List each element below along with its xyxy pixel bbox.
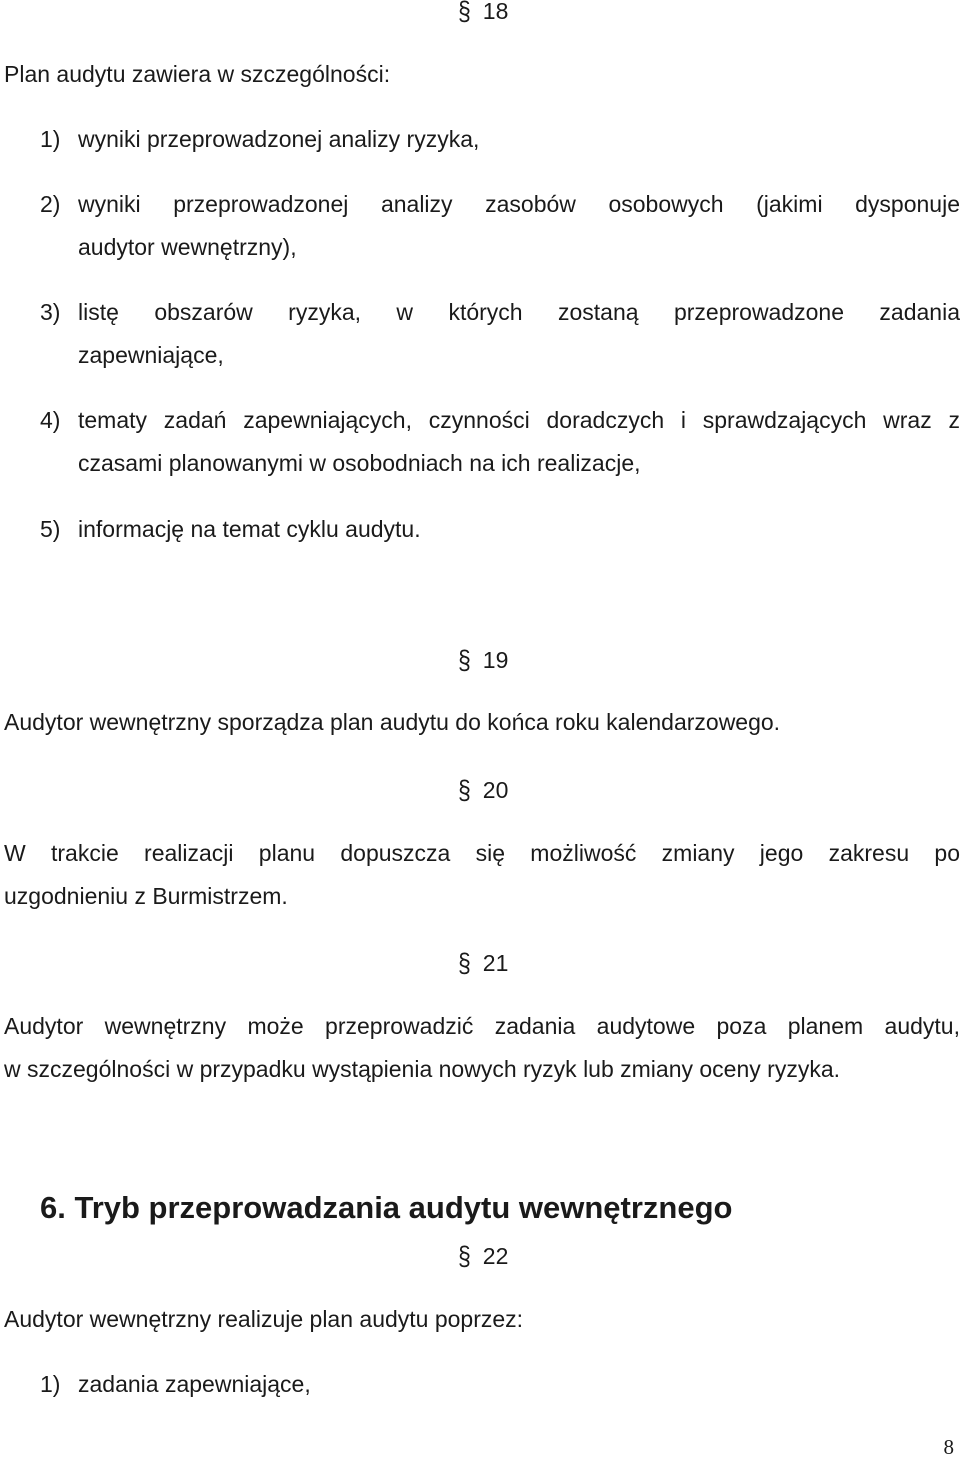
list-item-text: wyniki przeprowadzonej analizy ryzyka,	[78, 126, 480, 152]
section-20-marker	[458, 775, 508, 805]
section-18-marker	[458, 0, 508, 26]
section-21-paragraph	[4, 1005, 960, 1091]
section-19-marker	[458, 645, 508, 675]
list-item-number: 5)	[40, 516, 61, 542]
paragraph-line: w szczególności w przypadku wystąpienia nowych ryzyk lub zmiany oceny ryzyka.	[4, 1056, 840, 1082]
list-item-text: audytor wewnętrzny),	[78, 234, 297, 260]
section-number: 21	[482, 950, 509, 976]
paragraph-line: W trakcie realizacji planu dopuszcza się możliwość zmiany jego zakresu po	[4, 840, 960, 866]
paragraph-line: uzgodnieniu z Burmistrzem.	[4, 883, 288, 909]
list-item-text: zadania zapewniające,	[78, 1371, 311, 1397]
section-number: 18	[482, 0, 509, 24]
chapter-heading: 6. Tryb przeprowadzania audytu wewnętrznego	[40, 1190, 733, 1225]
section-21-marker	[458, 948, 508, 978]
section-20-paragraph	[4, 832, 960, 918]
section-number: 22	[482, 1243, 509, 1269]
section-symbol: §	[458, 1241, 471, 1271]
section-number: 19	[482, 647, 509, 673]
section-22-marker	[458, 1241, 508, 1271]
list-item-text: listę obszarów ryzyka, w których zostaną przeprowadzone zadania	[78, 299, 960, 325]
section-symbol: §	[458, 948, 471, 978]
page-number: 8	[943, 1435, 954, 1459]
section-19-text: Audytor wewnętrzny sporządza plan audytu do końca roku kalendarzowego.	[4, 709, 781, 735]
list-item-number: 3)	[40, 299, 61, 325]
list-item-text: wyniki przeprowadzonej analizy zasobów osobowych (jakimi dysponuje	[78, 191, 960, 217]
list-item-number: 2)	[40, 191, 61, 217]
section-22-intro: Audytor wewnętrzny realizuje plan audytu poprzez:	[4, 1306, 524, 1332]
list-item-number: 1)	[40, 126, 61, 152]
section-number: 20	[482, 777, 509, 803]
section-symbol: §	[458, 775, 471, 805]
list-item-text: czasami planowanymi w osobodniach na ich realizacje,	[78, 450, 641, 476]
paragraph-line: Audytor wewnętrzny może przeprowadzić zadania audytowe poza planem audytu,	[4, 1013, 960, 1039]
list-item-text: informację na temat cyklu audytu.	[78, 516, 421, 542]
section-symbol: §	[458, 645, 471, 675]
list-item-text: zapewniające,	[78, 342, 224, 368]
list-item-text: tematy zadań zapewniających, czynności doradczych i sprawdzających wraz z	[78, 407, 960, 433]
list-item-number: 4)	[40, 407, 61, 433]
list-item-number: 1)	[40, 1371, 61, 1397]
section-18-intro: Plan audytu zawiera w szczególności:	[4, 61, 391, 87]
section-symbol: §	[458, 0, 471, 26]
